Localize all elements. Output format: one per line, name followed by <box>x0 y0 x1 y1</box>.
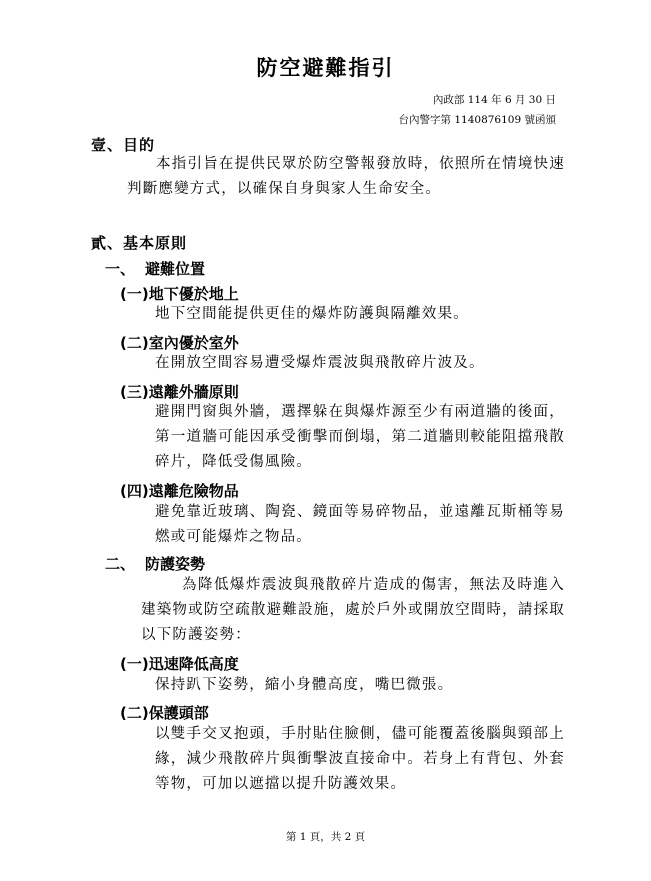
item-indoor-heading: (二)室內優於室外 <box>120 334 239 352</box>
item-lower-height-heading: (一)迅速降低高度 <box>120 655 239 673</box>
item-outer-wall-text: 避開門窗與外牆，選擇躲在與爆炸源至少有兩道牆的後面，第一道牆可能因承受衝擊而倒塌，第二道牆則較能阻擋飛散碎片，降低受傷風險。 <box>155 404 565 470</box>
item-hazard-text: 避免靠近玻璃、陶瓷、鏡面等易碎物品，並遠離瓦斯桶等易燃或可能爆炸之物品。 <box>155 504 565 545</box>
item-protect-head-heading: (二)保護頭部 <box>120 704 209 722</box>
page-footer: 第 1 頁，共 2 頁 <box>285 831 366 843</box>
item-indoor-text: 在開放空間容易遭受爆炸震波與飛散碎片波及。 <box>155 355 485 371</box>
subsection-posture-label: 防護姿勢 <box>145 555 206 573</box>
section-principles-heading: 貳、基本原則 <box>91 234 188 252</box>
subsection-posture-heading <box>105 553 205 574</box>
item-protect-head-text: 以雙手交叉抱頭，手肘貼住臉側，儘可能覆蓋後腦與頸部上緣，減少飛散碎片與衝擊波直接命中。若身上有背包、外套等物，可加以遮擋以提升防護效果。 <box>155 726 565 792</box>
item-underground-text: 地下空間能提供更佳的爆炸防護與隔離效果。 <box>155 306 469 322</box>
item-underground-heading: (一)地下優於地上 <box>120 285 239 303</box>
document-number: 台內警字第 1140876109 號函頒 <box>398 114 556 126</box>
subsection-shelter-label: 避難位置 <box>145 260 206 278</box>
subsection-shelter-heading <box>105 258 205 279</box>
subsection-posture-number: 二、 <box>105 555 136 573</box>
item-lower-height-text: 保持趴下姿勢，縮小身體高度，嘴巴微張。 <box>155 677 454 693</box>
section-purpose-text: 本指引旨在提供民眾於防空警報發放時，依照所在情境快速判斷應變方式，以確保自身與家人生命安全。 <box>127 156 565 197</box>
item-outer-wall-heading: (三)遠離外牆原則 <box>120 383 239 401</box>
subsection-shelter-number: 一、 <box>105 260 136 278</box>
section-purpose-heading: 壹、目的 <box>91 136 156 154</box>
item-hazard-heading: (四)遠離危險物品 <box>120 482 239 500</box>
issuer-date: 內政部 114 年 6 月 30 日 <box>432 94 556 106</box>
document-title: 防空避難指引 <box>256 56 395 80</box>
subsection-posture-intro: 為降低爆炸震波與飛散碎片造成的傷害，無法及時進入建築物或防空疏散避難設施，處於戶外或開放空間時，請採取以下防護姿勢： <box>141 577 565 643</box>
